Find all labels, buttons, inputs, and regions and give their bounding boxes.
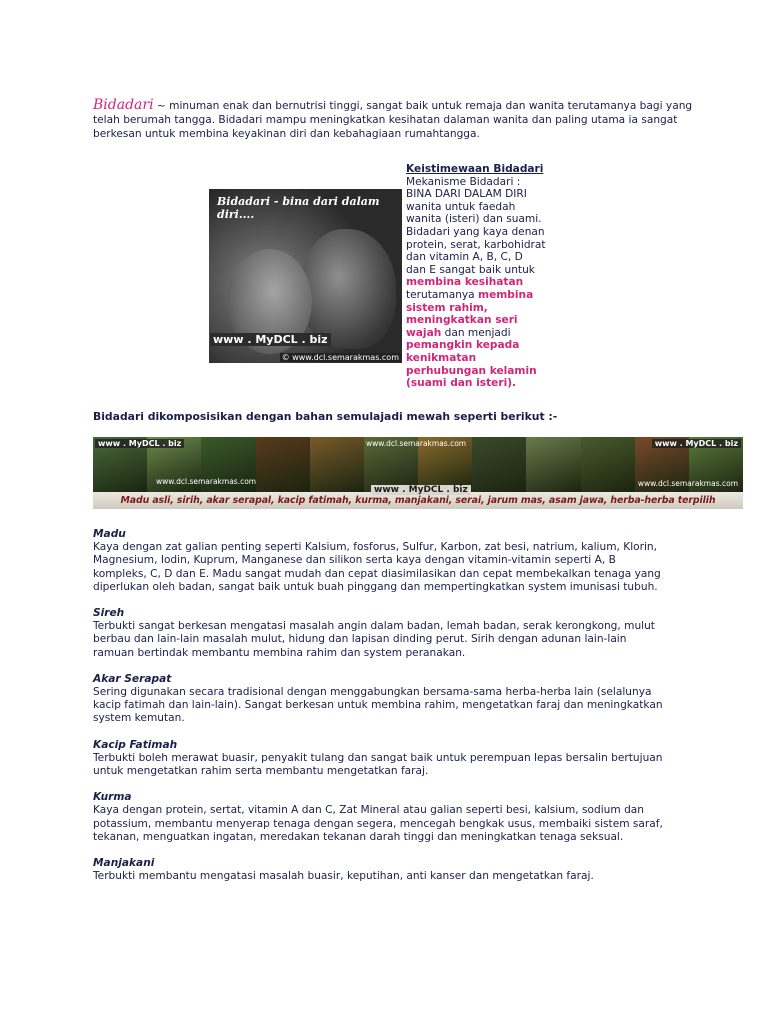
product-photo bbox=[209, 189, 402, 363]
features-text-2: terutamanya bbox=[406, 288, 479, 301]
banner-tile bbox=[526, 437, 580, 492]
ingredient-title: Akar Serapat bbox=[93, 672, 172, 685]
photo-site-watermark: www . MyDCL . biz bbox=[210, 333, 331, 346]
banner-watermark-left: www . MyDCL . biz bbox=[95, 439, 184, 448]
ingredient-title: Sireh bbox=[93, 607, 125, 620]
ingredient-description: Kaya dengan protein, sertat, vitamin A dan C, Zat Mineral atau galian seperti besi, kalsium, sodium dan potassium, membantu menyerap tenaga dengan segera, mencegah bengkak usus, membaiki sistem saraf, tekanan, menguatkan ingatan, meredakan tekanan darah tinggi dan meningkatkan tenaga seksual. bbox=[93, 804, 663, 843]
ingredient-item bbox=[93, 528, 668, 594]
ingredients-banner bbox=[93, 437, 743, 509]
brand-name: Bidadari bbox=[93, 97, 154, 113]
features-heading: Keistimewaan Bidadari bbox=[406, 163, 544, 175]
ingredient-description: Kaya dengan zat galian penting seperti Kalsium, fosforus, Sulfur, Karbon, zat besi, natrium, kalium, Klorin, Magnesium, Iodin, Kuprum, Manganese dan silikon serta kaya dengan vitamin-vitamin seperti A, B kompleks, C, D dan E. Madu sangat mudah dan cepat diasimilasikan dan cepat membekalkan tenaga yang diperlukan oleh badan, sangat baik untuk buah pinggang dan mempertingkatkan system imunisasi tubuh. bbox=[93, 541, 661, 593]
banner-tile bbox=[581, 437, 635, 492]
banner-tile bbox=[472, 437, 526, 492]
ingredient-description: Terbukti membantu mengatasi masalah buasir, keputihan, anti kanser dan mengetatkan faraj. bbox=[93, 870, 594, 883]
ingredient-item bbox=[93, 791, 668, 844]
intro-paragraph bbox=[93, 99, 693, 141]
banner-tile bbox=[256, 437, 310, 492]
ingredient-list bbox=[93, 528, 668, 896]
ingredient-item bbox=[93, 857, 668, 883]
features-highlight-3: pemangkin kepada kenikmatan perhubungan kelamin (suami dan isteri). bbox=[406, 339, 537, 390]
features-text-1: Mekanisme Bidadari : BINA DARI DALAM DIRI wanita untuk faedah wanita (isteri) dan suami. Bidadari yang kaya denan protein, serat, karbohidrat dan vitamin A, B, C, D dan E sangat baik untuk bbox=[406, 175, 546, 276]
ingredient-title: Madu bbox=[93, 528, 126, 540]
ingredient-item bbox=[93, 673, 668, 726]
features-highlight-2: membina sistem rahim, meningkatkan seri wajah bbox=[406, 288, 534, 339]
ingredient-item bbox=[93, 607, 668, 660]
photo-copyright: © www.dcl.semarakmas.com bbox=[281, 353, 399, 362]
banner-url-top: www.dcl.semarakmas.com bbox=[366, 439, 467, 448]
banner-url-left: www.dcl.semarakmas.com bbox=[156, 477, 257, 486]
ingredient-title: Kurma bbox=[93, 791, 132, 804]
photo-caption: Bidadari - bina dari dalam diri.... bbox=[217, 195, 380, 221]
photo-figure-man bbox=[301, 229, 396, 349]
composition-heading: Bidadari dikomposisikan dengan bahan semulajadi mewah seperti berikut :- bbox=[93, 410, 558, 423]
ingredient-title: Kacip Fatimah bbox=[93, 738, 178, 751]
features-block bbox=[406, 163, 546, 390]
banner-watermark-right: www . MyDCL . biz bbox=[652, 439, 741, 448]
features-text-3: dan menjadi bbox=[441, 326, 511, 339]
ingredient-description: Terbukti sangat berkesan mengatasi masalah angin dalam badan, lemah badan, serak kerongkong, mulut berbau dan lain-lain masalah mulut, hidung dan lapisan dinding perut. Sirih dengan adunan lain-lain ramuan bertindak membantu membina rahim dan system peranakan. bbox=[93, 620, 655, 659]
ingredient-description: Sering digunakan secara tradisional dengan menggabungkan bersama-sama herba-herba lain (selalunya kacip fatimah dan lain-lain). Sangat berkesan untuk membina rahim, mengetatkan faraj dan meningkatkan system kemutan. bbox=[93, 686, 663, 725]
banner-url-right: www.dcl.semarakmas.com bbox=[637, 479, 738, 488]
banner-ingredients-label: Madu asli, sirih, akar serapal, kacip fatimah, kurma, manjakani, serai, jarum mas, asam jawa, herba-herba terpilih bbox=[93, 492, 743, 509]
ingredient-description: Terbukti boleh merawat buasir, penyakit tulang dan sangat baik untuk perempuan lepas bersalin bertujuan untuk mengetatkan rahim serta membantu mengetatkan faraj. bbox=[93, 751, 663, 778]
ingredient-title: Manjakani bbox=[93, 857, 155, 870]
banner-watermark-center: www . MyDCL . biz bbox=[371, 485, 471, 495]
banner-tile bbox=[310, 437, 364, 492]
features-highlight-1: membina kesihatan bbox=[406, 276, 524, 289]
ingredient-item bbox=[93, 739, 668, 779]
intro-text: ~ minuman enak dan bernutrisi tinggi, sangat baik untuk remaja dan wanita terutamanya bagi yang telah berumah tangga. Bidadari mampu meningkatkan kesihatan dalaman wanita dan paling utama ia sangat berkesan untuk membina keyakinan diri dan kebahagiaan rumahtangga. bbox=[93, 100, 693, 140]
